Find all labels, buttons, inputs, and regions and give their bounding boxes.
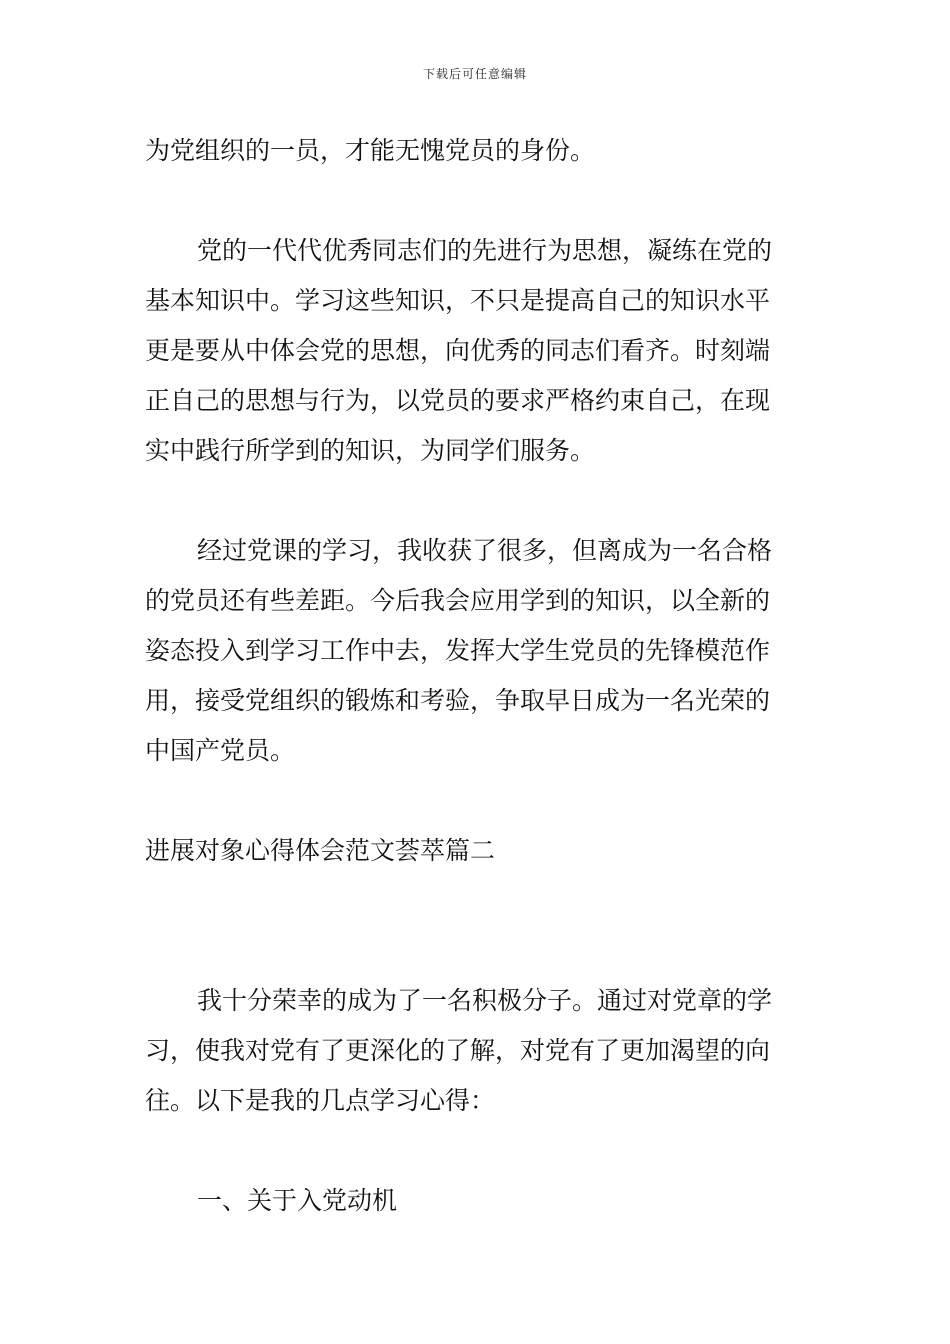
section-heading: 进展对象心得体会范文荟萃篇二 <box>145 836 496 865</box>
body-line: 党的一代代优秀同志们的先进行为思想，凝练在党的 <box>197 236 773 265</box>
subsection-heading: 一、关于入党动机 <box>197 1186 398 1215</box>
body-line: 经过党课的学习，我收获了很多，但离成为一名合格 <box>197 536 773 565</box>
page-header: 下载后可任意编辑 <box>422 67 527 81</box>
body-line: 用，接受党组织的锻炼和考验，争取早日成为一名光荣的 <box>145 686 771 715</box>
body-line: 往。以下是我的几点学习心得： <box>145 1086 496 1115</box>
body-line: 更是要从中体会党的思想，向优秀的同志们看齐。时刻端 <box>145 336 771 365</box>
body-line: 正自己的思想与行为，以党员的要求严格约束自己，在现 <box>145 386 771 415</box>
body-line: 基本知识中。学习这些知识，不只是提高自己的知识水平 <box>145 286 771 315</box>
paragraph <box>145 526 809 776</box>
body-line: 的党员还有些差距。今后我会应用学到的知识，以全新的 <box>145 586 771 615</box>
paragraph <box>145 976 809 1126</box>
body-line: 实中践行所学到的知识，为同学们服务。 <box>145 436 596 465</box>
body-line: 为党组织的一员，才能无愧党员的身份。 <box>145 136 596 165</box>
body-line: 习，使我对党有了更深化的了解，对党有了更加渴望的向 <box>145 1036 771 1065</box>
body-line: 我十分荣幸的成为了一名积极分子。通过对党章的学 <box>197 986 773 1015</box>
body-line: 中国产党员。 <box>145 736 296 765</box>
document-body <box>145 126 809 1226</box>
body-line: 姿态投入到学习工作中去，发挥大学生党员的先锋模范作 <box>145 636 771 665</box>
paragraph <box>145 226 809 476</box>
